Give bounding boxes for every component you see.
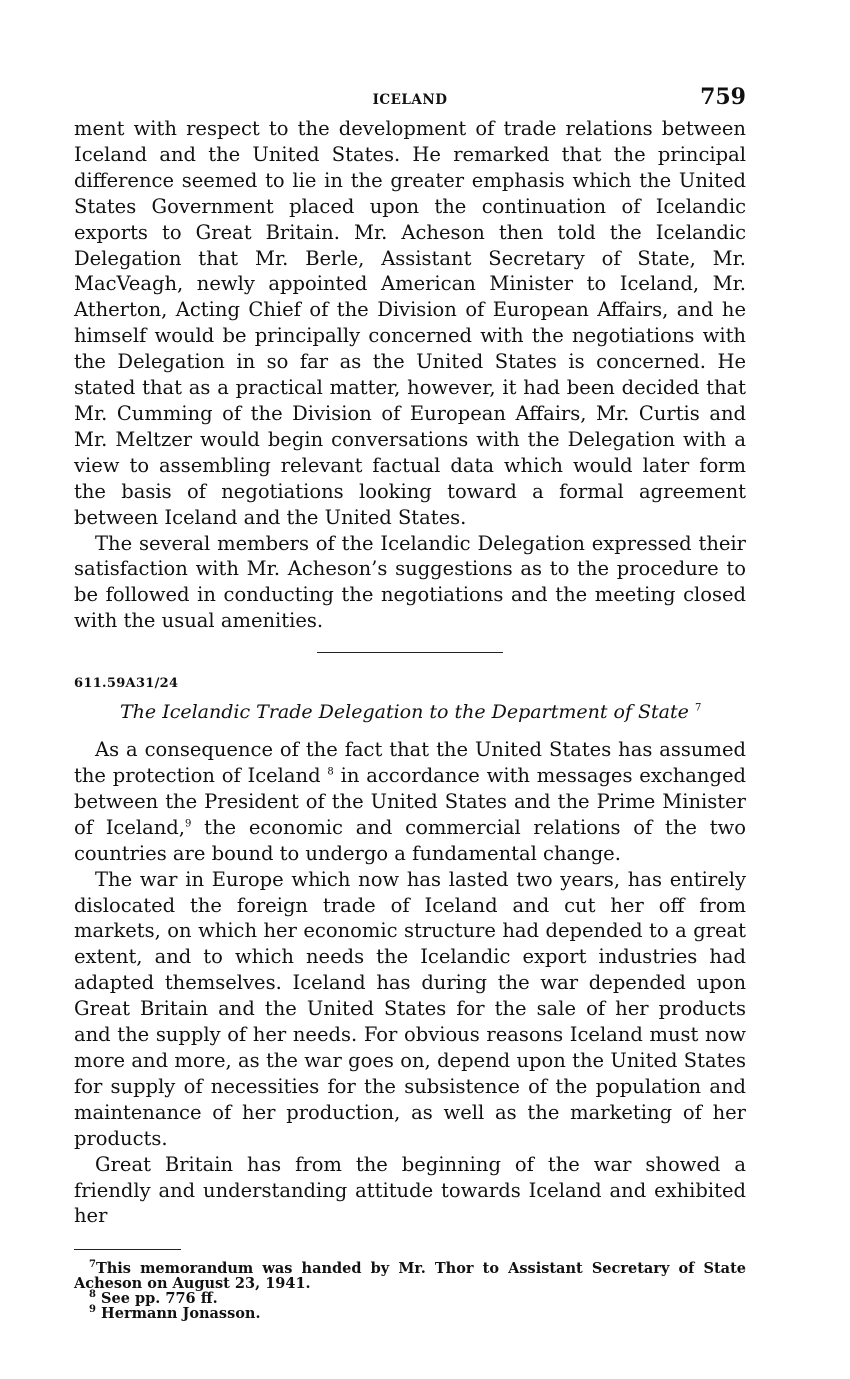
page-number: 759 <box>700 84 746 110</box>
memo-paragraph-1 <box>74 737 746 867</box>
footnotes <box>74 1261 746 1321</box>
footnote-text: Hermann Jonasson. <box>101 1305 261 1323</box>
document-title-text: The Icelandic Trade Delegation to the Department of State <box>120 701 689 724</box>
file-reference: 611.59A31/24 <box>74 676 179 692</box>
footnote-7 <box>74 1261 746 1291</box>
footnote-mark: 7 <box>89 1259 96 1271</box>
footnote-mark: 9 <box>89 1304 96 1316</box>
footnote-divider <box>74 1249 181 1250</box>
running-title: ICELAND <box>372 92 448 108</box>
document-page <box>74 84 746 1321</box>
section-divider <box>317 652 503 653</box>
document-title <box>120 701 746 723</box>
memo-paragraph-1-part-b: in accordance with messages exchanged between the President of the United States and the Prime Minister of Iceland, <box>74 764 746 839</box>
footnote-ref-9: 9 <box>184 818 192 830</box>
footnote-text: This memorandum was handed by Mr. Thor to Assistant Secretary of State Acheson on August 23, 1941. <box>74 1260 746 1293</box>
paragraph-continued: ment with respect to the development of trade relations between Iceland and the United States. He remarked that the principal difference seemed to lie in the greater emphasis which the United States Government placed upon the continuation of Icelandic exports to Great Britain. Mr. Acheson then told the Icelandic Delegation that Mr. Berle, Assistant Secretary of State, Mr. MacVeagh, newly appointed American Minister to Iceland, Mr. Atherton, Acting Chief of the Division of European Affairs, and he himself would be principally concerned with the negotiations with the Delegation in so far as the United States is concerned. He stated that as a practical matter, however, it had been decided that Mr. Cumming of the Division of European Affairs, Mr. Curtis and Mr. Meltzer would begin conversations with the Delegation with a view to assembling relevant factual data which would later form the basis of negotiations looking toward a formal agreement between Iceland and the United States. <box>74 117 746 529</box>
memo-paragraph-1-part-a: As a consequence of the fact that the United States has assumed the protection of Iceland <box>74 738 746 788</box>
footnote-ref-8: 8 <box>327 766 334 778</box>
footnote-text: See pp. 776 ff. <box>101 1290 218 1308</box>
footnote-9 <box>74 1306 746 1321</box>
memo-paragraph-1-part-c: the economic and commercial relations of the two countries are bound to undergo a fundamental change. <box>74 815 746 865</box>
paragraph-closing: The several members of the Icelandic Delegation expressed their satisfaction with Mr. Acheson’s suggestions as to the procedure to be followed in conducting the negotiations and the meeting closed with the usual amenities. <box>74 531 746 633</box>
spacer <box>74 723 746 737</box>
footnote-mark: 8 <box>89 1289 96 1301</box>
memo-paragraph-2: The war in Europe which now has lasted two years, has entirely dislocated the foreign trade of Iceland and cut her off from markets, on which her economic structure had depended to a great extent, and to which needs the Icelandic export industries had adapted themselves. Iceland has during the war depended upon Great Britain and the United States for the sale of her products and the supply of her needs. For obvious reasons Iceland must now more and more, as the war goes on, depend upon the United States for supply of necessities for the subsistence of the population and maintenance of her production, as well as the marketing of her products. <box>74 867 746 1150</box>
footnote-ref-7: 7 <box>694 702 702 714</box>
memo-paragraph-3: Great Britain has from the beginning of the war showed a friendly and understanding attitude towards Iceland and exhibited her <box>74 1152 746 1228</box>
page-header <box>74 84 746 116</box>
